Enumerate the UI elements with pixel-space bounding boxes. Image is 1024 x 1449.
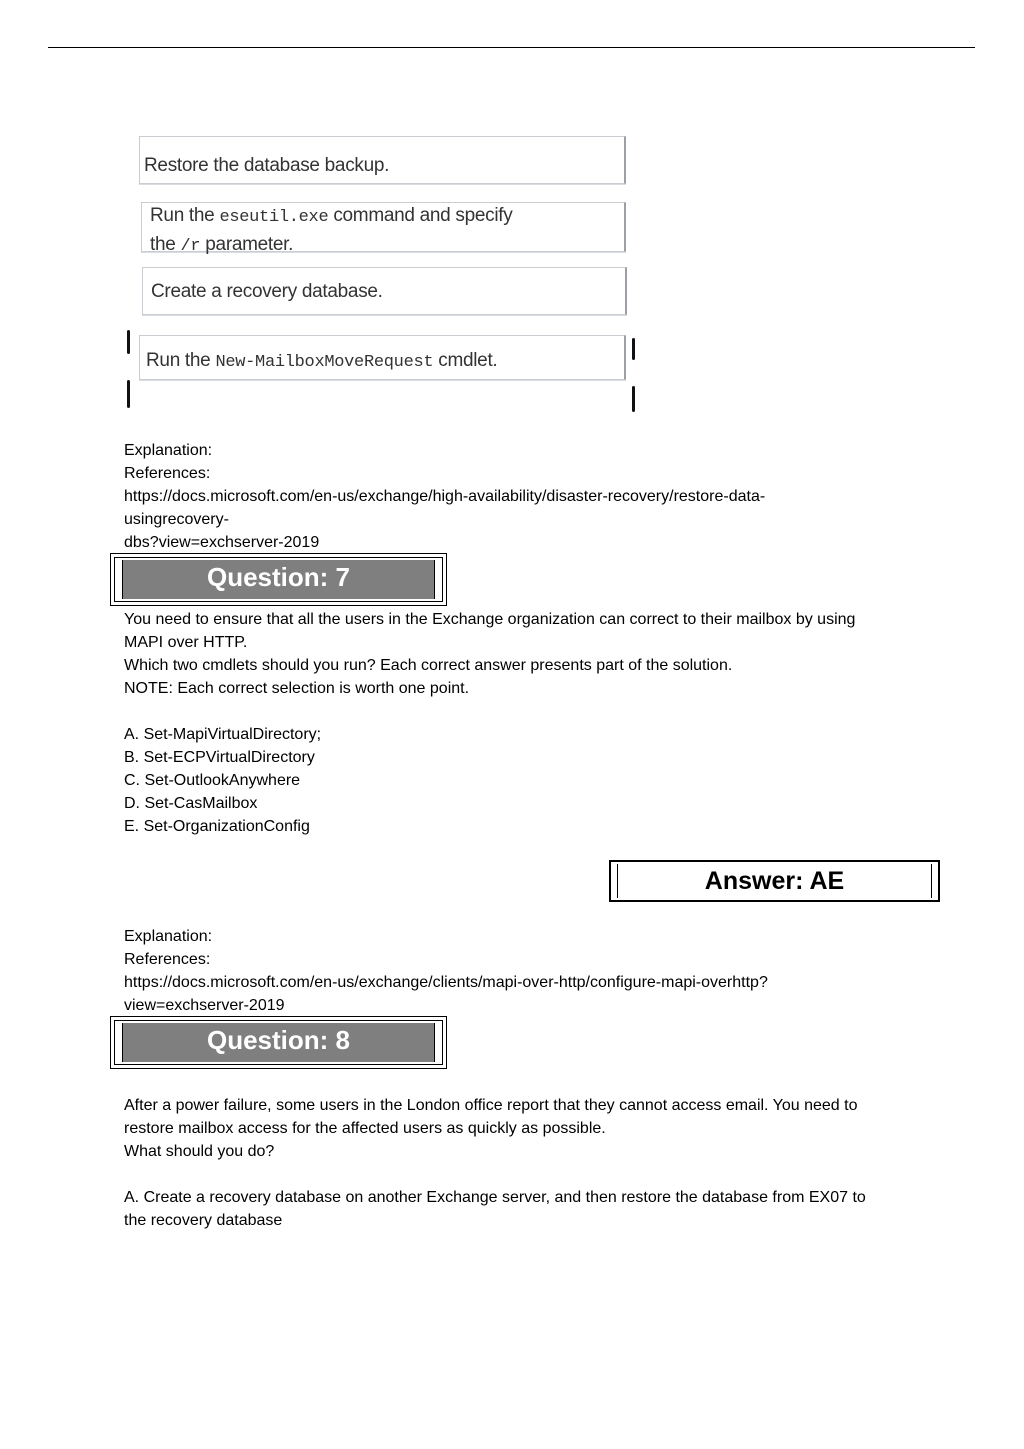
- references-label: References:: [124, 465, 211, 482]
- question-text: Which two cmdlets should you run? Each correct answer presents part of the solution.: [124, 657, 733, 674]
- reference-link: usingrecovery-: [124, 511, 229, 528]
- reference-link: dbs?view=exchserver-2019: [124, 534, 320, 551]
- explanation-label: Explanation:: [124, 928, 213, 945]
- left-bracket-mark: [127, 380, 130, 408]
- question-text: After a power failure, some users in the London office report that they cannot access email. You need to: [124, 1097, 858, 1114]
- question-text: MAPI over HTTP.: [124, 634, 248, 651]
- answer-option: the recovery database: [124, 1212, 283, 1229]
- question-body: [124, 1094, 944, 1232]
- step-label: Run the eseutil.exe command and specify the /r parameter.: [150, 205, 513, 256]
- question-header: [110, 553, 447, 606]
- answer-option: B. Set-ECPVirtualDirectory: [124, 749, 315, 766]
- step-label: Run the New-MailboxMoveRequest cmdlet.: [146, 350, 498, 372]
- ordering-steps-image: [124, 130, 639, 415]
- question-title: Question: 7: [206, 562, 350, 592]
- question-text: You need to ensure that all the users in the Exchange organization can correct to their mailbox by using: [124, 611, 856, 628]
- reference-link: view=exchserver-2019: [124, 997, 285, 1014]
- header-rule: [48, 47, 975, 48]
- explanation-block: [124, 439, 944, 554]
- step-create-recovery-db: [142, 267, 627, 315]
- answer-option: A. Set-MapiVirtualDirectory;: [124, 726, 322, 743]
- right-bracket-mark: [632, 386, 635, 412]
- reference-link: https://docs.microsoft.com/en-us/exchange/clients/mapi-over-http/configure-mapi-overhttp?: [124, 974, 768, 991]
- answer-option: A. Create a recovery database on another Exchange server, and then restore the database from EX07 to: [124, 1189, 866, 1206]
- right-bracket-mark: [632, 338, 635, 360]
- references-label: References:: [124, 951, 211, 968]
- question-text: restore mailbox access for the affected users as quickly as possible.: [124, 1120, 606, 1137]
- step-run-eseutil: [141, 202, 626, 256]
- answer-option: C. Set-OutlookAnywhere: [124, 772, 301, 789]
- step-restore-backup: [139, 136, 626, 184]
- answer-option: D. Set-CasMailbox: [124, 795, 258, 812]
- step-label: Restore the database backup.: [144, 155, 390, 176]
- question-text: NOTE: Each correct selection is worth one point.: [124, 680, 470, 697]
- answer-option: E. Set-OrganizationConfig: [124, 818, 310, 835]
- explanation-label: Explanation:: [124, 442, 213, 459]
- answer-box: [609, 860, 940, 902]
- explanation-block: [124, 925, 944, 1017]
- step-label: Create a recovery database.: [151, 281, 383, 302]
- reference-link: https://docs.microsoft.com/en-us/exchange/high-availability/disaster-recovery/restore-data-: [124, 488, 766, 505]
- answer-label: Answer: AE: [704, 867, 845, 895]
- question-body: [124, 608, 944, 838]
- step-run-move-request: [139, 335, 626, 380]
- question-header: [110, 1016, 447, 1069]
- left-bracket-mark: [127, 330, 130, 354]
- question-title: Question: 8: [206, 1025, 350, 1055]
- question-text: What should you do?: [124, 1143, 275, 1160]
